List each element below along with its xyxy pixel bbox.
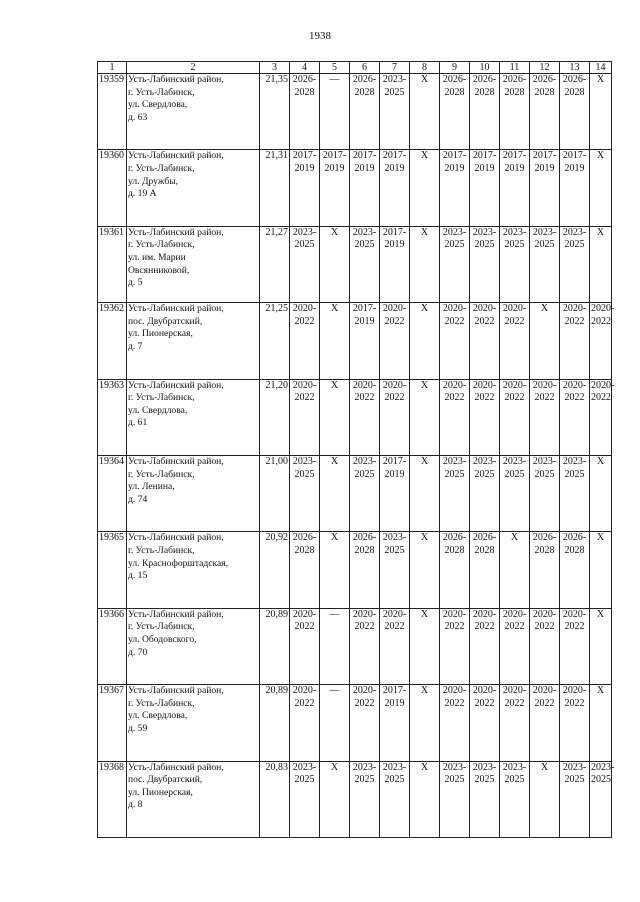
address-cell: [127, 74, 260, 150]
row-id: 19365: [98, 532, 127, 608]
address-line: г. Усть-Лабинск,: [128, 86, 195, 98]
period-cell: 2017- 2019: [380, 455, 410, 531]
value-cell: 21,20: [260, 379, 290, 455]
period-cell: 2026- 2028: [470, 74, 500, 150]
period-cell: 2020- 2022: [290, 608, 320, 684]
period-cell: 2020- 2022: [440, 303, 470, 379]
period-cell: 2020- 2022: [470, 685, 500, 761]
address-line: д. 70: [128, 646, 148, 658]
column-header: 6: [350, 62, 380, 74]
row-id: 19366: [98, 608, 127, 684]
row-id: 19368: [98, 761, 127, 837]
table-row: [98, 532, 612, 608]
period-cell: 2026- 2028: [290, 532, 320, 608]
period-cell: 2020- 2022: [500, 303, 530, 379]
address-line: Усть-Лабинский район,: [128, 608, 224, 620]
period-cell: 2020- 2022: [380, 303, 410, 379]
period-cell: X: [530, 761, 560, 837]
table-row: [98, 74, 612, 150]
address-line: г. Усть-Лабинск,: [128, 621, 195, 633]
period-cell: 2023- 2025: [500, 226, 530, 302]
address-line: г. Усть-Лабинск,: [128, 544, 195, 556]
period-cell: 2023- 2025: [500, 761, 530, 837]
period-cell: 2020- 2022: [350, 379, 380, 455]
value-cell: 21,31: [260, 150, 290, 226]
address-line: ул. им. Марии: [128, 251, 186, 263]
row-id: 19364: [98, 455, 127, 531]
address-line: пос. Двубратский,: [128, 315, 203, 327]
address-line: ул. Свердлова,: [128, 404, 188, 416]
period-cell: 2026- 2028: [350, 74, 380, 150]
row-id: 19362: [98, 303, 127, 379]
address-line: Усть-Лабинский район,: [128, 150, 224, 162]
period-cell: 2017- 2019: [380, 226, 410, 302]
value-cell: 21,00: [260, 455, 290, 531]
period-cell: X: [590, 226, 612, 302]
address-line: Усть-Лабинский район,: [128, 226, 224, 238]
address-line: г. Усть-Лабинск,: [128, 239, 195, 251]
column-header: 12: [530, 62, 560, 74]
period-cell: 2017- 2019: [380, 150, 410, 226]
period-cell: 2020- 2022: [290, 303, 320, 379]
address-line: Овсянниковой,: [128, 264, 190, 276]
address-line: д. 74: [128, 493, 148, 505]
period-cell: 2017- 2019: [320, 150, 350, 226]
column-header: 9: [440, 62, 470, 74]
period-cell: 2026- 2028: [440, 74, 470, 150]
column-header: 2: [127, 62, 260, 74]
period-cell: X: [320, 303, 350, 379]
period-cell: X: [590, 74, 612, 150]
period-cell: 2026- 2028: [560, 74, 590, 150]
period-cell: 2020- 2022: [440, 379, 470, 455]
address-line: Усть-Лабинский район,: [128, 455, 224, 467]
period-cell: 2020- 2022: [380, 608, 410, 684]
period-cell: 2020- 2022: [530, 608, 560, 684]
address-cell: [127, 455, 260, 531]
column-header: 3: [260, 62, 290, 74]
address-line: д. 15: [128, 570, 148, 582]
period-cell: 2020- 2022: [470, 608, 500, 684]
period-cell: 2023- 2025: [560, 226, 590, 302]
address-line: д. 7: [128, 340, 143, 352]
period-cell: 2020- 2022: [440, 608, 470, 684]
period-cell: 2026- 2028: [290, 74, 320, 150]
page-number: 1938: [309, 30, 331, 42]
period-cell: 2026- 2028: [560, 532, 590, 608]
address-cell: [127, 150, 260, 226]
address-line: г. Усть-Лабинск,: [128, 392, 195, 404]
header-row: [98, 62, 612, 74]
table-row: [98, 685, 612, 761]
period-cell: X: [320, 455, 350, 531]
period-cell: 2017- 2019: [350, 303, 380, 379]
period-cell: —: [320, 685, 350, 761]
address-line: д. 63: [128, 111, 148, 123]
period-cell: 2023- 2025: [560, 761, 590, 837]
period-cell: 2020- 2022: [350, 685, 380, 761]
period-cell: X: [320, 761, 350, 837]
period-cell: 2020- 2022: [530, 685, 560, 761]
period-cell: X: [410, 226, 440, 302]
period-cell: 2017- 2019: [560, 150, 590, 226]
period-cell: X: [590, 532, 612, 608]
value-cell: 20,92: [260, 532, 290, 608]
period-cell: X: [410, 608, 440, 684]
column-header: 4: [290, 62, 320, 74]
address-line: Усть-Лабинский район,: [128, 303, 224, 315]
period-cell: 2017- 2019: [530, 150, 560, 226]
period-cell: 2023- 2025: [380, 761, 410, 837]
value-cell: 20,89: [260, 685, 290, 761]
period-cell: 2020- 2022: [470, 379, 500, 455]
address-line: ул. Свердлова,: [128, 99, 188, 111]
column-header: 1: [98, 62, 127, 74]
register-table: [97, 61, 615, 838]
address-line: Усть-Лабинский район,: [128, 532, 224, 544]
period-cell: X: [320, 226, 350, 302]
table-row: [98, 455, 612, 531]
address-line: ул. Пионерская,: [128, 786, 193, 798]
period-cell: 2023- 2025: [380, 74, 410, 150]
address-line: д. 8: [128, 799, 143, 811]
period-cell: X: [410, 303, 440, 379]
address-cell: [127, 608, 260, 684]
period-cell: 2020- 2022: [290, 685, 320, 761]
period-cell: X: [410, 761, 440, 837]
column-header: 5: [320, 62, 350, 74]
period-cell: 2023- 2025: [290, 226, 320, 302]
period-cell: X: [320, 532, 350, 608]
period-cell: X: [410, 74, 440, 150]
period-cell: X: [590, 608, 612, 684]
period-cell: X: [590, 685, 612, 761]
table-row: [98, 608, 612, 684]
period-cell: 2017- 2019: [470, 150, 500, 226]
period-cell: 2023- 2025: [560, 455, 590, 531]
table-row: [98, 379, 612, 455]
table-row: [98, 150, 612, 226]
row-id: 19360: [98, 150, 127, 226]
address-cell: [127, 761, 260, 837]
table-row: [98, 761, 612, 837]
period-cell: 2017- 2019: [500, 150, 530, 226]
period-cell: 2026- 2028: [350, 532, 380, 608]
address-line: д. 5: [128, 277, 143, 289]
period-cell: 2020- 2022: [500, 685, 530, 761]
period-cell: 2023- 2025: [440, 455, 470, 531]
address-line: Усть-Лабинский район,: [128, 74, 224, 85]
period-cell: X: [590, 150, 612, 226]
value-cell: 21,27: [260, 226, 290, 302]
column-header: 8: [410, 62, 440, 74]
address-line: Усть-Лабинский район,: [128, 379, 224, 391]
period-cell: 2023- 2025: [380, 532, 410, 608]
column-header: 11: [500, 62, 530, 74]
column-header: 14: [590, 62, 612, 74]
period-cell: 2023- 2025: [350, 455, 380, 531]
period-cell: 2023- 2025: [290, 455, 320, 531]
row-id: 19367: [98, 685, 127, 761]
period-cell: 2020- 2022: [560, 303, 590, 379]
address-line: д. 61: [128, 417, 148, 429]
period-cell: 2023- 2025: [470, 226, 500, 302]
address-cell: [127, 303, 260, 379]
address-line: г. Усть-Лабинск,: [128, 162, 195, 174]
address-line: Усть-Лабинский район,: [128, 685, 224, 697]
period-cell: —: [320, 74, 350, 150]
period-cell: 2026- 2028: [500, 74, 530, 150]
address-cell: [127, 226, 260, 302]
value-cell: 20,83: [260, 761, 290, 837]
period-cell: 2020- 2022: [560, 685, 590, 761]
period-cell: 2023- 2025: [470, 761, 500, 837]
period-cell: X: [530, 303, 560, 379]
period-cell: X: [410, 379, 440, 455]
address-cell: [127, 379, 260, 455]
period-cell: 2023- 2025: [590, 761, 612, 837]
address-cell: [127, 685, 260, 761]
period-cell: 2023- 2025: [350, 761, 380, 837]
address-line: ул. Ленина,: [128, 481, 175, 493]
period-cell: 2020- 2022: [530, 379, 560, 455]
period-cell: X: [410, 685, 440, 761]
period-cell: 2026- 2028: [530, 74, 560, 150]
value-cell: 20,89: [260, 608, 290, 684]
period-cell: X: [590, 455, 612, 531]
period-cell: X: [500, 532, 530, 608]
period-cell: 2023- 2025: [500, 455, 530, 531]
address-line: Усть-Лабинский район,: [128, 761, 224, 773]
period-cell: 2020- 2022: [590, 303, 612, 379]
period-cell: 2020- 2022: [590, 379, 612, 455]
period-cell: 2023- 2025: [440, 226, 470, 302]
row-id: 19359: [98, 74, 127, 150]
period-cell: 2023- 2025: [470, 455, 500, 531]
period-cell: 2017- 2019: [440, 150, 470, 226]
period-cell: 2020- 2022: [560, 608, 590, 684]
address-line: д. 19 А: [128, 188, 157, 200]
column-header: 13: [560, 62, 590, 74]
address-line: ул. Ободовского,: [128, 633, 197, 645]
period-cell: 2020- 2022: [350, 608, 380, 684]
period-cell: 2023- 2025: [530, 455, 560, 531]
period-cell: X: [410, 532, 440, 608]
address-line: ул. Краснофорштадская,: [128, 557, 229, 569]
period-cell: 2023- 2025: [290, 761, 320, 837]
address-line: д. 59: [128, 722, 148, 734]
period-cell: 2023- 2025: [530, 226, 560, 302]
period-cell: 2020- 2022: [290, 379, 320, 455]
table-row: [98, 303, 612, 379]
period-cell: 2017- 2019: [380, 685, 410, 761]
period-cell: 2017- 2019: [350, 150, 380, 226]
value-cell: 21,35: [260, 74, 290, 150]
period-cell: 2017- 2019: [290, 150, 320, 226]
period-cell: 2020- 2022: [500, 608, 530, 684]
period-cell: 2020- 2022: [560, 379, 590, 455]
column-header: 10: [470, 62, 500, 74]
table-row: [98, 226, 612, 302]
period-cell: 2020- 2022: [380, 379, 410, 455]
address-cell: [127, 532, 260, 608]
address-line: ул. Пионерская,: [128, 328, 193, 340]
row-id: 19361: [98, 226, 127, 302]
value-cell: 21,25: [260, 303, 290, 379]
period-cell: 2026- 2028: [530, 532, 560, 608]
period-cell: X: [410, 150, 440, 226]
period-cell: 2020- 2022: [440, 685, 470, 761]
address-line: ул. Дружбы,: [128, 175, 179, 187]
row-id: 19363: [98, 379, 127, 455]
period-cell: 2026- 2028: [470, 532, 500, 608]
period-cell: 2020- 2022: [470, 303, 500, 379]
period-cell: 2020- 2022: [500, 379, 530, 455]
address-line: ул. Свердлова,: [128, 710, 188, 722]
period-cell: 2023- 2025: [350, 226, 380, 302]
address-line: г. Усть-Лабинск,: [128, 697, 195, 709]
column-header: 7: [380, 62, 410, 74]
period-cell: X: [410, 455, 440, 531]
table-body: [98, 74, 615, 838]
period-cell: 2023- 2025: [440, 761, 470, 837]
period-cell: —: [320, 608, 350, 684]
period-cell: 2026- 2028: [440, 532, 470, 608]
address-line: пос. Двубратский,: [128, 774, 203, 786]
period-cell: X: [320, 379, 350, 455]
address-line: г. Усть-Лабинск,: [128, 468, 195, 480]
